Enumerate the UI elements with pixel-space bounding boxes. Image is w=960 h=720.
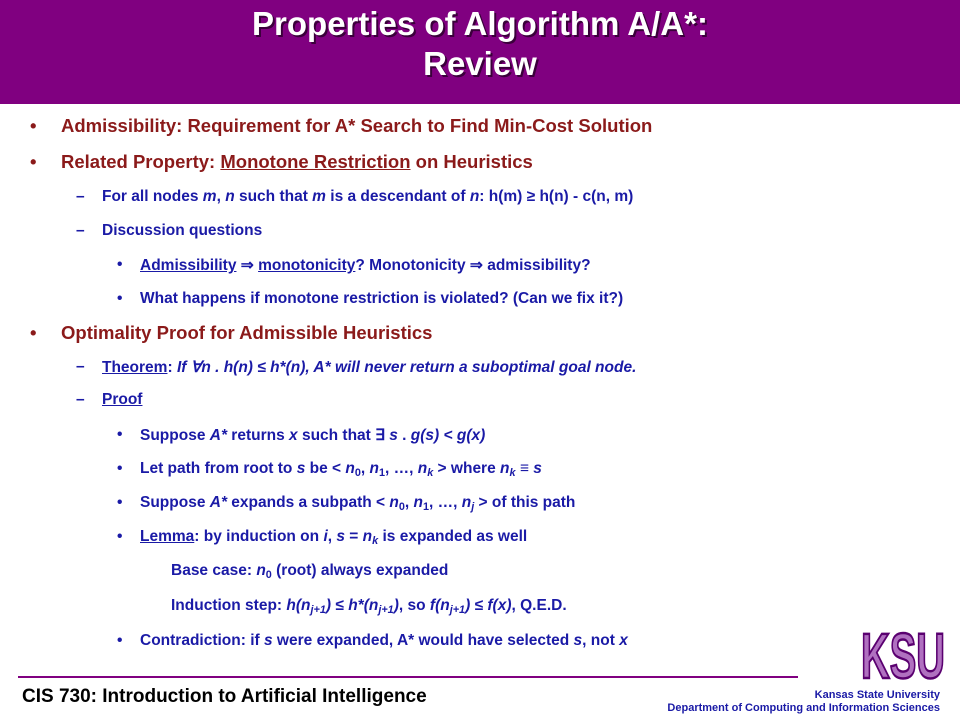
monotonicity-term: monotonicity: [258, 257, 356, 274]
subscript: k: [427, 467, 434, 479]
dash-marker: –: [76, 188, 85, 205]
subscript: 0: [354, 467, 361, 479]
text-part: ,: [327, 528, 337, 545]
bullet-text: Admissibility: Requirement for A* Search to Find Min-Cost Solution: [61, 115, 653, 136]
var-x: x: [289, 427, 298, 444]
bullet-marker: •: [117, 426, 123, 443]
text-part: > of this path: [474, 494, 576, 511]
var-n: n: [461, 494, 472, 511]
text-part: ): [393, 597, 399, 614]
var-n: n: [225, 188, 235, 205]
bullet-marker: •: [117, 290, 123, 307]
var-a-star: A*: [209, 427, 227, 444]
var-m: m: [202, 188, 217, 205]
text-part: on Heuristics: [410, 151, 533, 172]
text-part: , Q.E.D.: [511, 597, 567, 614]
var-i: i: [323, 528, 328, 545]
text-part: , …,: [385, 460, 418, 477]
var-n: n: [389, 494, 399, 511]
subscript: 0: [265, 569, 272, 581]
text-part: Base case:: [171, 562, 257, 579]
text-part: ? Monotonicity ⇒ admissibility?: [355, 257, 591, 274]
ksu-logo: [858, 618, 948, 684]
item-text: What happens if monotone restriction is violated? (Can we fix it?): [140, 290, 624, 307]
course-title: CIS 730: Introduction to Artificial Intelligence: [22, 686, 427, 707]
theorem-statement: If ∀n . h(n) ≤ h*(n), A* will never return a suboptimal goal node.: [176, 359, 637, 376]
sub-bullet-text: [102, 358, 636, 377]
bullet-marker: •: [117, 632, 123, 649]
footer-divider: [18, 676, 798, 678]
text-part: :: [167, 359, 177, 376]
title-line-1: Properties of Algorithm A/A*:: [252, 5, 708, 42]
department-name: Department of Computing and Information Sciences: [667, 702, 940, 714]
text-part: ,: [360, 460, 370, 477]
dash-marker: –: [76, 391, 85, 408]
var-s: s: [264, 632, 273, 649]
text-part: For all nodes: [102, 188, 203, 205]
text-part: is a descendant of: [325, 188, 470, 205]
text-part: Suppose: [140, 427, 210, 444]
var-n: n: [362, 528, 373, 545]
theorem-term: Theorem: [102, 359, 168, 376]
bullet-marker: •: [117, 460, 123, 477]
subscript: j+1: [449, 604, 466, 616]
text-part: were expanded, A* would have selected: [272, 632, 574, 649]
h-expr: h(n: [286, 597, 311, 614]
dash-marker: –: [76, 358, 85, 375]
monotone-restriction-term: Monotone Restriction: [220, 151, 411, 172]
text-part: ): [325, 597, 332, 614]
bullet-marker: •: [30, 322, 37, 343]
text-part: such that ∃: [297, 427, 390, 444]
subscript: k: [509, 467, 516, 479]
bullet-marker: •: [117, 528, 123, 545]
text-part: , not: [582, 632, 620, 649]
text-part: : h(m) ≥ h(n) - c(n, m): [479, 188, 634, 205]
text-part: > where: [433, 460, 501, 477]
var-s: s: [296, 460, 306, 477]
f-expr: f(n: [429, 597, 450, 614]
text-part: ,: [216, 188, 226, 205]
text-part: is expanded as well: [378, 528, 528, 545]
var-s: s: [533, 460, 542, 477]
text-part: Suppose: [140, 494, 210, 511]
lemma-term: Lemma: [140, 528, 195, 545]
var-x: x: [619, 632, 628, 649]
footer-affiliation: [667, 689, 940, 715]
item-text: [140, 494, 575, 512]
var-n: n: [500, 460, 510, 477]
item-text: [140, 426, 485, 445]
text-part: such that: [234, 188, 313, 205]
text-part: be <: [305, 460, 346, 477]
subscript: j: [471, 501, 475, 513]
subscript: j+1: [310, 604, 326, 616]
subscript: j+1: [378, 604, 394, 616]
le-symbol: ≤: [331, 597, 349, 614]
var-n: n: [413, 494, 423, 511]
var-s: s: [573, 632, 583, 649]
item-text: [140, 256, 591, 275]
var-n: n: [369, 460, 379, 477]
implies-symbol: ⇒: [236, 257, 259, 274]
bullet-marker: •: [30, 151, 37, 172]
subscript: 1: [422, 501, 429, 513]
text-part: ≡: [515, 460, 534, 477]
text-part: Let path from root to: [140, 460, 297, 477]
text-part: Induction step:: [171, 597, 287, 614]
var-n: n: [469, 188, 480, 205]
item-text: [140, 460, 542, 478]
text-part: ): [465, 597, 471, 614]
text-part: , so: [398, 597, 430, 614]
proof-term: Proof: [102, 391, 143, 408]
text-part: =: [345, 528, 363, 545]
var-a-star: A*: [209, 494, 227, 511]
item-text: [171, 562, 448, 580]
subscript: 0: [398, 501, 405, 513]
var-s: s: [389, 427, 398, 444]
sub-bullet-text: [102, 188, 633, 206]
text-part: returns: [227, 427, 290, 444]
text-part: , …,: [429, 494, 462, 511]
text-part: ,: [404, 494, 414, 511]
cost-expression: g(s) < g(x): [410, 427, 486, 444]
item-text: [140, 632, 628, 650]
ksu-logo-text: KSU: [861, 620, 945, 684]
bullet-marker: •: [117, 494, 123, 511]
text-part: .: [397, 427, 411, 444]
var-m: m: [312, 188, 326, 205]
dash-marker: –: [76, 222, 85, 239]
text-part: Contradiction: if: [140, 632, 264, 649]
sub-bullet-text: Discussion questions: [102, 222, 263, 239]
university-name: Kansas State University: [814, 689, 940, 701]
var-n: n: [256, 562, 266, 579]
bullet-text: Optimality Proof for Admissible Heuristics: [61, 322, 433, 343]
subscript: 1: [378, 467, 386, 479]
var-n: n: [345, 460, 355, 477]
text-part: : by induction on: [194, 528, 324, 545]
le-symbol: ≤: [470, 597, 488, 614]
f-x-expr: f(x): [487, 597, 512, 614]
bullet-text: [61, 151, 533, 173]
var-n: n: [417, 460, 428, 477]
text-part: (root) always expanded: [271, 562, 449, 579]
subscript: k: [372, 535, 379, 547]
title-line-2: Review: [423, 45, 537, 82]
text-part: expands a subpath <: [227, 494, 390, 511]
text-part: Related Property:: [61, 151, 221, 172]
admissibility-term: Admissibility: [140, 257, 237, 274]
bullet-marker: •: [117, 256, 123, 273]
item-text: [140, 528, 527, 546]
item-text: [171, 597, 567, 615]
bullet-marker: •: [30, 115, 37, 136]
var-s: s: [336, 528, 345, 545]
h-star-expr: h*(n: [348, 597, 379, 614]
